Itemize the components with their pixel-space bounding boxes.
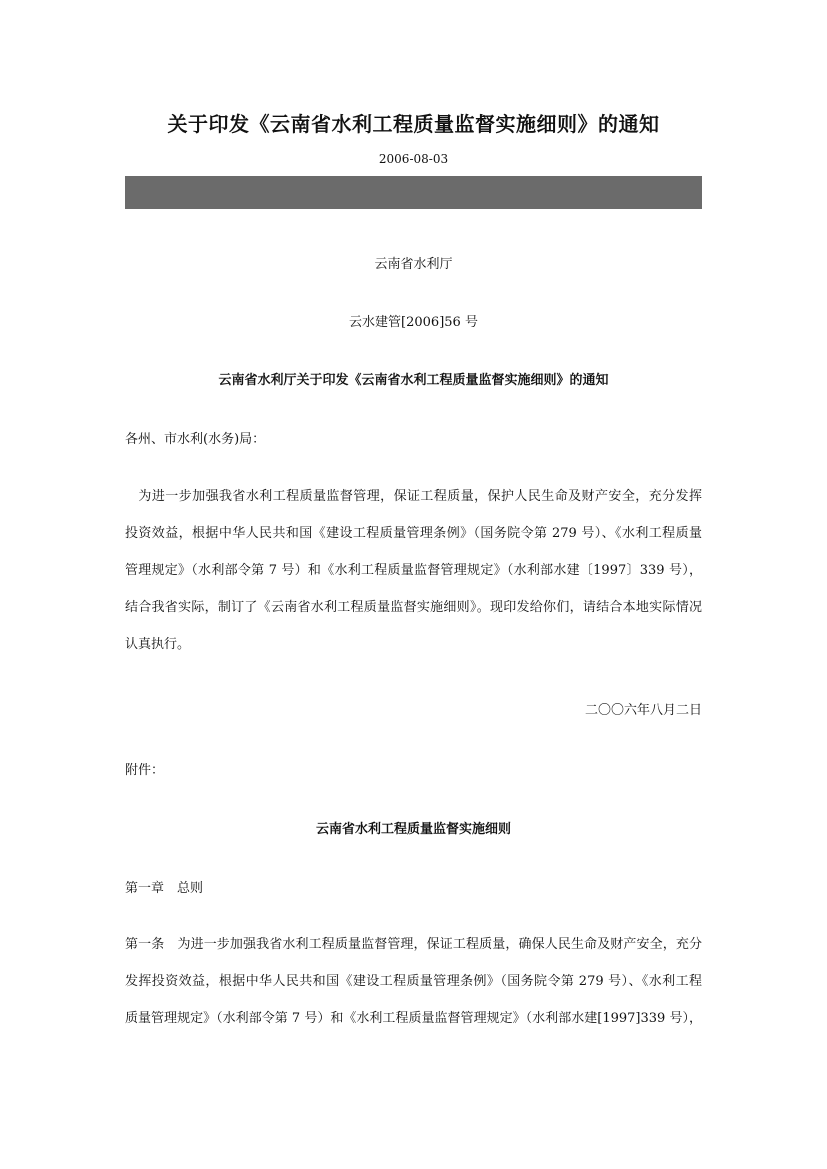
attachment-title: 云南省水利工程质量监督实施细则 [315,822,511,837]
body-line: 认真执行。 [125,637,191,652]
sign-date: 二〇〇六年八月二日 [584,703,702,718]
publish-date: 2006-08-03 [378,152,449,166]
body-line: 管理规定》（水利部令第 7 号）和《水利工程质量监督管理规定》（水利部水建〔1997〕339 号）， [125,563,702,578]
document-number: 云水建管[2006]56 号 [349,315,478,330]
addressee: 各州、市水利(水务)局： [125,432,266,447]
issuer: 云南省水利厅 [374,257,453,272]
chapter-heading: 第一章 总则 [125,881,204,896]
article-paragraph [125,935,702,1046]
article-line: 质量管理规定》（水利部令第 7 号）和《水利工程质量监督管理规定》（水利部水建[1997]339 号）， [125,1011,702,1026]
notice-heading: 云南省水利厅关于印发《云南省水利工程质量监督实施细则》的通知 [218,373,609,388]
body-line: 结合我省实际，制订了《云南省水利工程质量监督实施细则》。现印发给你们，请结合本地实际情况 [125,600,702,615]
body-paragraph [125,487,702,672]
document-title: 关于印发《云南省水利工程质量监督实施细则》的通知 [167,112,660,136]
body-line: 投资效益，根据中华人民共和国《建设工程质量管理条例》（国务院令第 279 号）、《水利工程质量 [125,526,702,541]
article-line: 发挥投资效益，根据中华人民共和国《建设工程质量管理条例》（国务院令第 279 号）、《水利工程 [125,974,702,989]
body-line: 为进一步加强我省水利工程质量监督管理，保证工程质量，保护人民生命及财产安全，充分发挥 [125,489,702,504]
article-line: 第一条 为进一步加强我省水利工程质量监督管理，保证工程质量，确保人民生命及财产安全，充分 [125,937,702,952]
gray-banner [125,176,702,209]
attachment-label: 附件： [125,763,165,778]
